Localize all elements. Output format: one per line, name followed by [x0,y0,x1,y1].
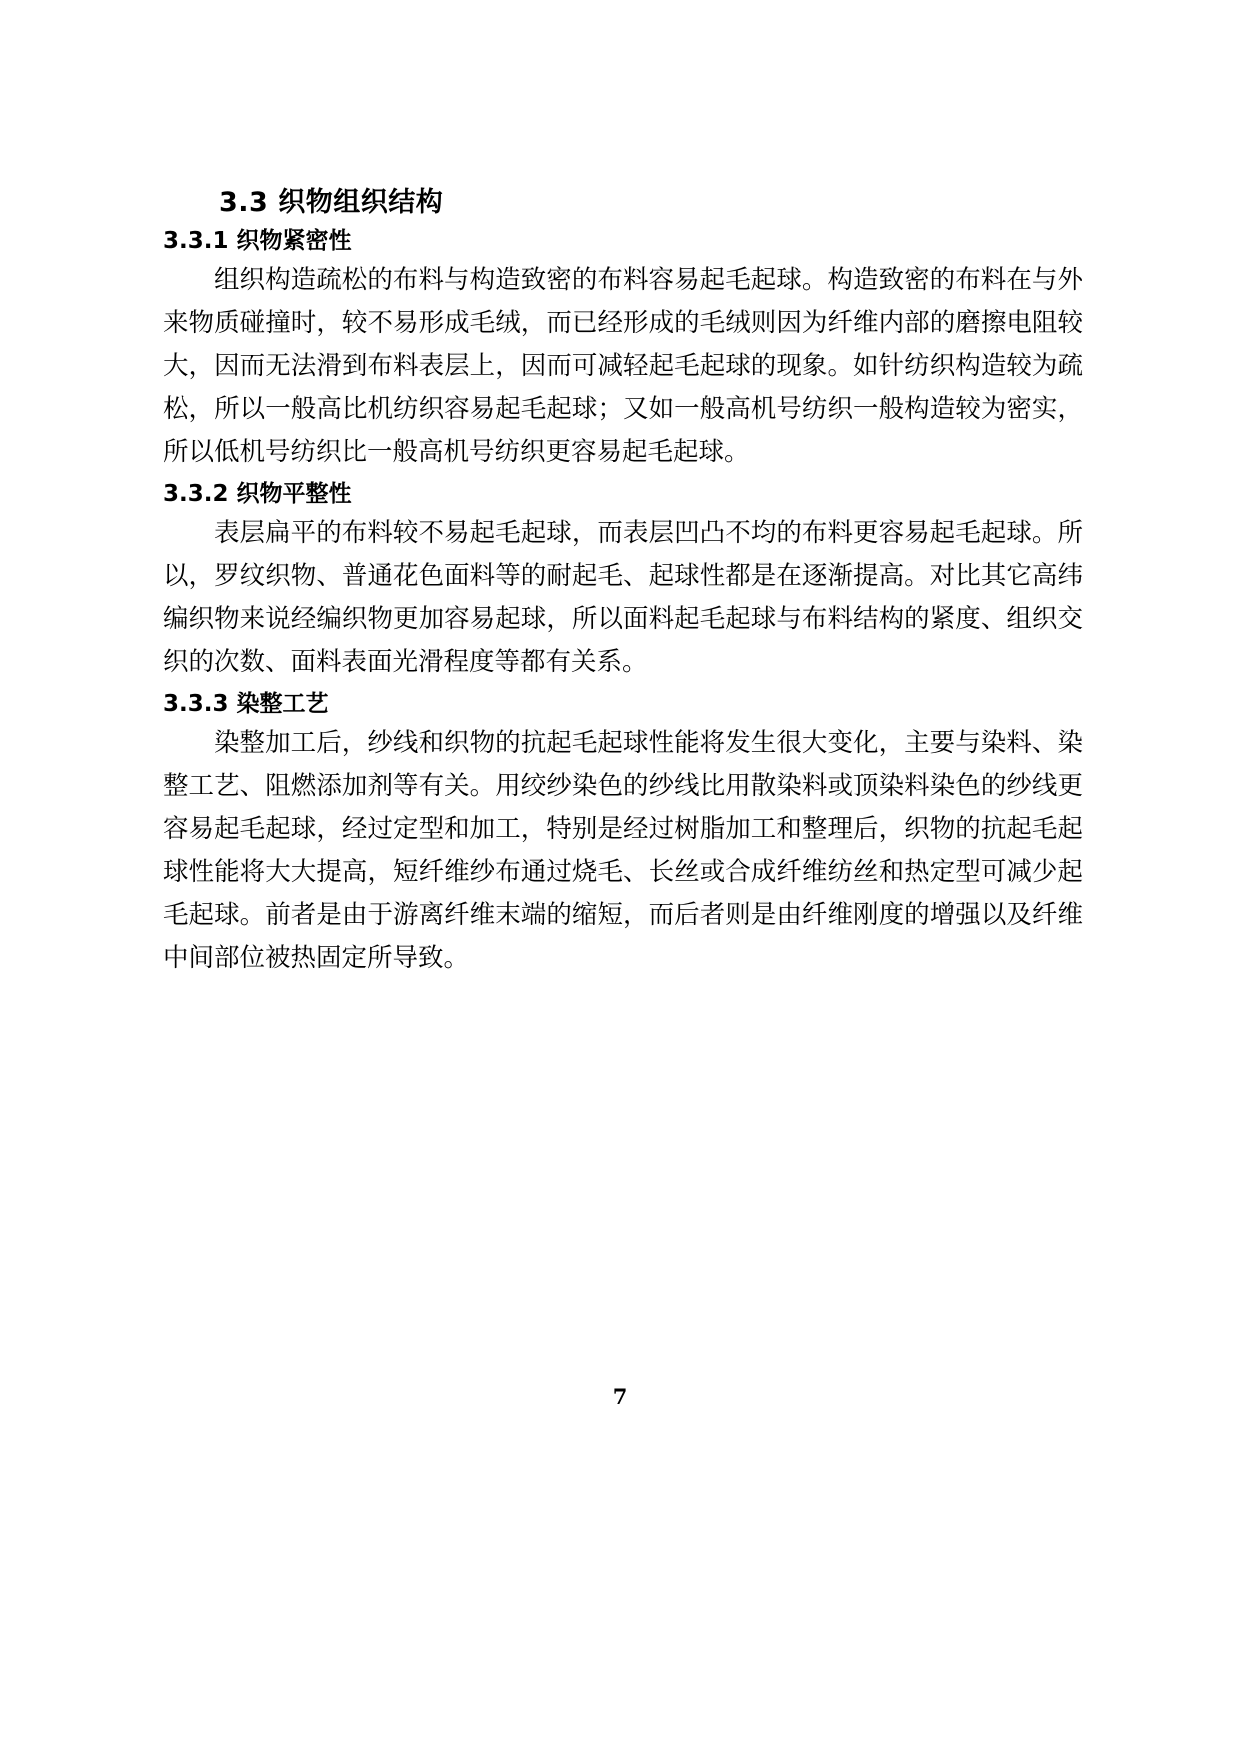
subsection-paragraph-2: 表层扁平的布料较不易起毛起球，而表层凹凸不均的布料更容易起毛起球。所以，罗纹织物、普通花色面料等的耐起毛、起球性都是在逐渐提高。对比其它高纬编织物来说经编织物更加容易起球，所以面料起毛起球与布料结构的紧度、组织交织的次数、面料表面光滑程度等都有关系。 [163,518,1083,678]
subsection-heading-1: 3.3.1 织物紧密性 [163,228,352,255]
page-number: 7 [612,1384,628,1409]
subsection-heading-2: 3.3.2 织物平整性 [163,481,352,508]
page-content [163,185,1083,982]
section-heading: 3.3 织物组织结构 [219,187,444,218]
subsection-paragraph-1: 组织构造疏松的布料与构造致密的布料容易起毛起球。构造致密的布料在与外来物质碰撞时，较不易形成毛绒，而已经形成的毛绒则因为纤维内部的磨擦电阻较大，因而无法滑到布料表层上，因而可减轻起毛起球的现象。如针纺织构造较为疏松，所以一般高比机纺织容易起毛起球；又如一般高机号纺织一般构造较为密实，所以低机号纺织比一般高机号纺织更容易起毛起球。 [163,265,1083,468]
subsection-paragraph-3: 染整加工后，纱线和织物的抗起毛起球性能将发生很大变化，主要与染料、染整工艺、阻燃添加剂等有关。用绞纱染色的纱线比用散染料或顶染料染色的纱线更容易起毛起球，经过定型和加工，特别是经过树脂加工和整理后，织物的抗起毛起球性能将大大提高，短纤维纱布通过烧毛、长丝或合成纤维纺丝和热定型可减少起毛起球。前者是由于游离纤维末端的缩短，而后者则是由纤维刚度的增强以及纤维中间部位被热固定所导致。 [163,728,1083,974]
subsection-heading-3: 3.3.3 染整工艺 [163,691,329,718]
